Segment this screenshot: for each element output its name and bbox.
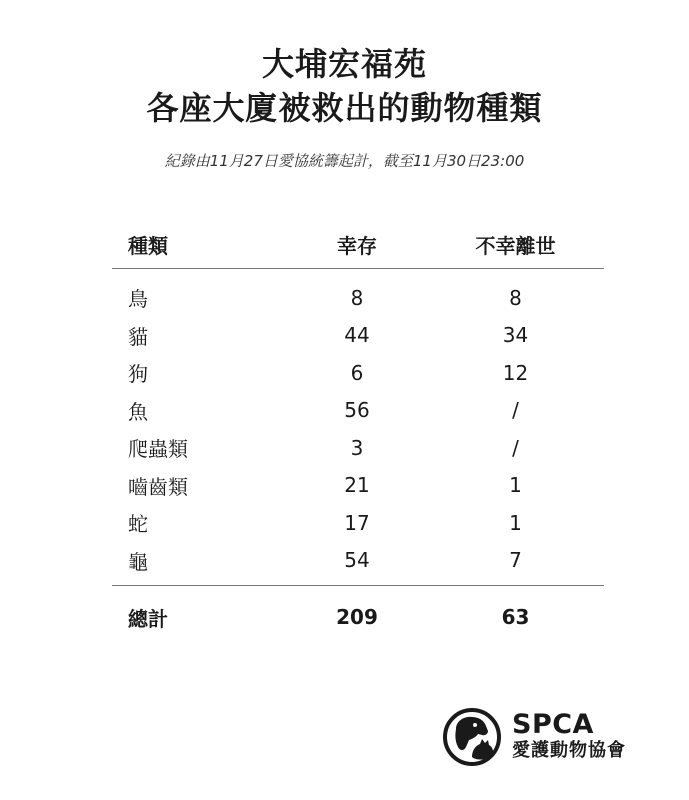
total-died: 63 xyxy=(501,605,530,629)
died-cell: 12 xyxy=(502,360,529,385)
dog-cat-circle-icon xyxy=(442,707,502,767)
species-cell: 蛇 xyxy=(128,512,148,537)
title-line-1: 大埔宏福苑 xyxy=(261,45,427,83)
species-cell: 狗 xyxy=(128,362,148,387)
table-total-row xyxy=(112,585,604,642)
died-cell: 7 xyxy=(509,548,522,573)
table-row xyxy=(112,504,604,542)
died-cell: / xyxy=(512,398,519,423)
table-row xyxy=(112,392,604,430)
survived-cell: 54 xyxy=(344,548,370,573)
total-survived: 209 xyxy=(336,605,378,629)
species-cell: 鳥 xyxy=(128,287,148,312)
subtitle: 紀錄由11月27日愛協統籌起計，截至11月30日23:00 xyxy=(164,152,525,170)
table-row xyxy=(112,429,604,467)
table-row xyxy=(112,542,604,580)
died-cell: 34 xyxy=(502,323,529,348)
table-header xyxy=(112,224,604,269)
survived-cell: 44 xyxy=(344,323,370,348)
logo-name: SPCA xyxy=(512,709,594,740)
table-row xyxy=(112,279,604,317)
species-cell: 貓 xyxy=(128,324,148,349)
survived-cell: 6 xyxy=(350,360,364,385)
survived-cell: 21 xyxy=(344,473,370,498)
table-row xyxy=(112,354,604,392)
survived-cell: 3 xyxy=(350,435,364,460)
header-survived: 幸存 xyxy=(337,233,377,258)
logo-text xyxy=(512,711,626,763)
survived-cell: 8 xyxy=(350,285,364,310)
table-row xyxy=(112,467,604,505)
species-cell: 爬蟲類 xyxy=(128,437,188,462)
died-cell: 1 xyxy=(509,510,522,535)
died-cell: / xyxy=(512,435,519,460)
died-cell: 8 xyxy=(509,285,522,310)
title-line-2: 各座大廈被救出的動物種類 xyxy=(146,89,543,127)
logo-chinese-name: 愛護動物協會 xyxy=(512,740,626,761)
survived-cell: 56 xyxy=(344,398,370,423)
header-died: 不幸離世 xyxy=(475,233,556,258)
survived-cell: 17 xyxy=(344,510,370,535)
table-row xyxy=(112,317,604,355)
species-cell: 嚙齒類 xyxy=(128,474,188,499)
died-cell: 1 xyxy=(509,473,522,498)
total-label: 總計 xyxy=(128,606,168,631)
spca-logo xyxy=(442,706,652,768)
header-species: 種類 xyxy=(128,233,168,258)
species-cell: 龜 xyxy=(128,549,148,574)
species-cell: 魚 xyxy=(128,399,148,424)
page-title xyxy=(0,42,689,130)
animal-table xyxy=(112,224,604,642)
